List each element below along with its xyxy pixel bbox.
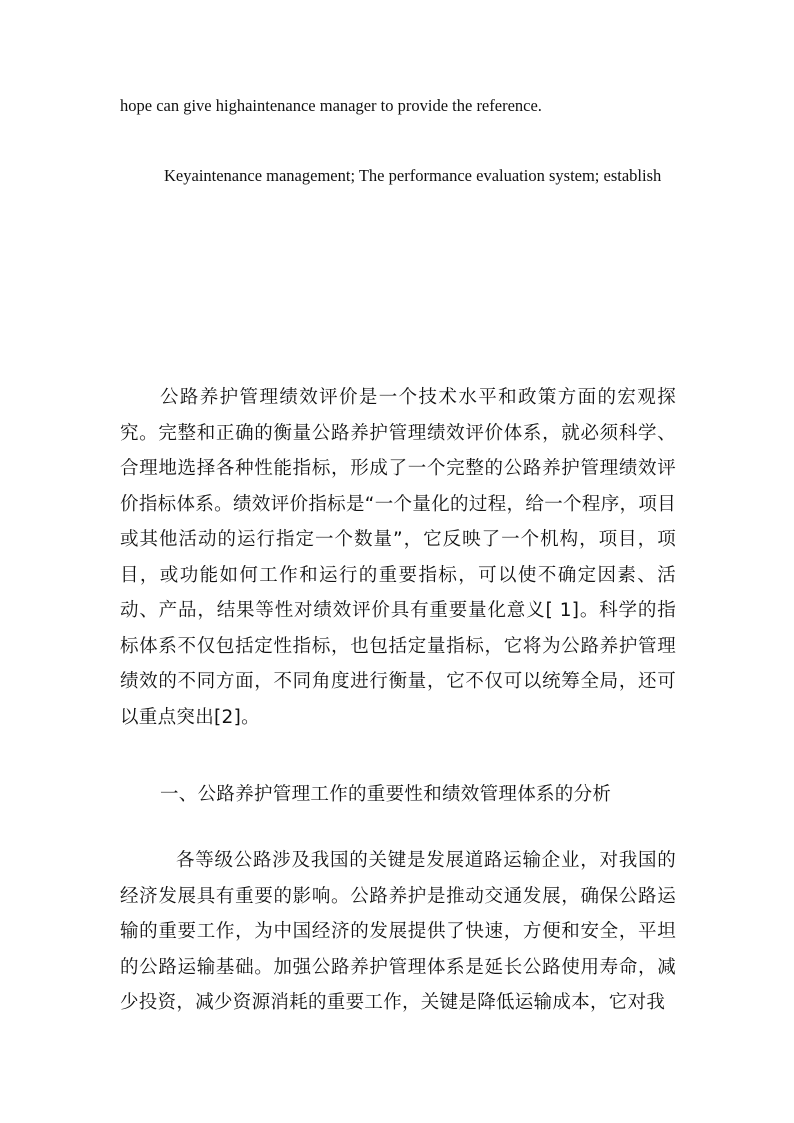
keywords-line: Keyaintenance management; The performance evaluation system; establish — [164, 166, 662, 185]
body-paragraph-2: 各等级公路涉及我国的关键是发展道路运输企业，对我国的经济发展具有重要的影响。公路养护是推动交通发展，确保公路运输的重要工作，为中国经济的发展提供了快速，方便和安全，平坦的公路运输基础。加强公路养护管理体系是延长公路使用寿命，减少投资，减少资源消耗的重要工作，关键是降低运输成本，它对我 — [120, 850, 676, 1013]
body-paragraph-1: 公路养护管理绩效评价是一个技术水平和政策方面的宏观探究。完整和正确的衡量公路养护管理绩效评价体系，就必须科学、合理地选择各种性能指标，形成了一个完整的公路养护管理绩效评价指标体系。绩效评价指标是“一个量化的过程，给一个程序，项目或其他活动的运行指定一个数量”，它反映了一个机构，项目，项目，或功能如何工作和运行的重要指标，可以使不确定因素、活动、产品，结果等性对绩效评价具有重要量化意义[ 1]。科学的指标体系不仅包括定性指标，也包括定量指标，它将为公路养护管理绩效的不同方面，不同角度进行衡量，它不仅可以统筹全局，还可以重点突出[2]。 — [120, 387, 676, 728]
section-heading: 一、公路养护管理工作的重要性和绩效管理体系的分析 — [160, 784, 612, 805]
abstract-tail-line: hope can give highaintenance manager to provide the reference. — [120, 96, 542, 115]
